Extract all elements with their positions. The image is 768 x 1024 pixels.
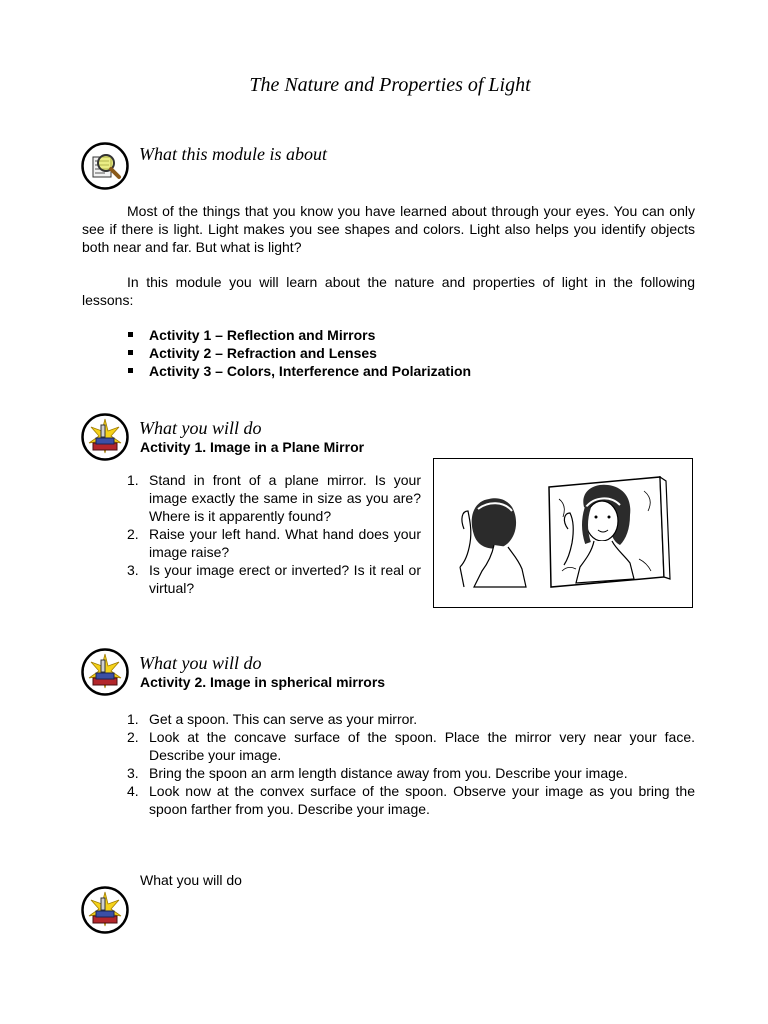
list-item bbox=[127, 525, 421, 561]
list-item bbox=[127, 764, 695, 782]
step-number: 2. bbox=[127, 526, 139, 542]
list-item: Activity 1 – Reflection and Mirrors bbox=[128, 326, 688, 344]
activity-1-title: Activity 1. Image in a Plane Mirror bbox=[140, 439, 365, 455]
list-item: Activity 2 – Refraction and Lenses bbox=[128, 344, 688, 362]
step-text: Look now at the convex surface of the spoon. Observe your image as you bring the spoon farther from you. Describe your image. bbox=[149, 783, 695, 817]
section-heading-about: What this module is about bbox=[139, 144, 327, 164]
list-item bbox=[127, 782, 695, 818]
step-number: 1. bbox=[127, 472, 139, 488]
experiment-icon bbox=[81, 648, 129, 696]
about-paragraph-1 bbox=[82, 202, 695, 256]
step-number: 1. bbox=[127, 711, 139, 727]
section-heading-do-3: What you will do bbox=[140, 872, 242, 888]
step-text: Look at the concave surface of the spoon. Place the mirror very near your face. Describe your image. bbox=[149, 729, 695, 763]
activity-list bbox=[128, 326, 688, 380]
about-paragraph-1-text: Most of the things that you know you have learned about through your eyes. You can only see if there is light. Light makes you see shapes and colors. Light also helps you identify objects both near and far. But what is light? bbox=[82, 203, 695, 255]
activity-1-steps bbox=[127, 471, 421, 597]
section-heading-do-1: What you will do bbox=[139, 418, 262, 438]
page-title: The Nature and Properties of Light bbox=[249, 74, 531, 96]
step-number: 3. bbox=[127, 765, 139, 781]
step-text: Get a spoon. This can serve as your mirror. bbox=[149, 711, 418, 727]
experiment-icon bbox=[81, 886, 129, 934]
step-number: 3. bbox=[127, 562, 139, 578]
step-text: Bring the spoon an arm length distance away from you. Describe your image. bbox=[149, 765, 628, 781]
activity-2-title: Activity 2. Image in spherical mirrors bbox=[140, 674, 386, 690]
girl-mirror-drawing bbox=[434, 459, 692, 607]
list-item: Activity 3 – Colors, Interference and Polarization bbox=[128, 362, 688, 380]
magnifier-reading-icon bbox=[81, 142, 129, 190]
step-text: Is your image erect or inverted? Is it real or virtual? bbox=[149, 562, 421, 596]
list-item bbox=[127, 728, 695, 764]
step-text: Stand in front of a plane mirror. Is your image exactly the same in size as you are? Where is it apparently found? bbox=[149, 472, 421, 524]
list-item bbox=[127, 471, 421, 525]
list-item bbox=[127, 710, 695, 728]
step-text: Raise your left hand. What hand does your image raise? bbox=[149, 526, 421, 560]
activity-2-steps bbox=[127, 710, 695, 818]
list-item bbox=[127, 561, 421, 597]
section-heading-do-2: What you will do bbox=[139, 653, 262, 673]
about-paragraph-2-text: In this module you will learn about the nature and properties of light in the following lessons: bbox=[82, 274, 695, 308]
step-number: 4. bbox=[127, 783, 139, 799]
step-number: 2. bbox=[127, 729, 139, 745]
mirror-illustration bbox=[433, 458, 693, 608]
about-paragraph-2 bbox=[82, 273, 695, 309]
experiment-icon bbox=[81, 413, 129, 461]
